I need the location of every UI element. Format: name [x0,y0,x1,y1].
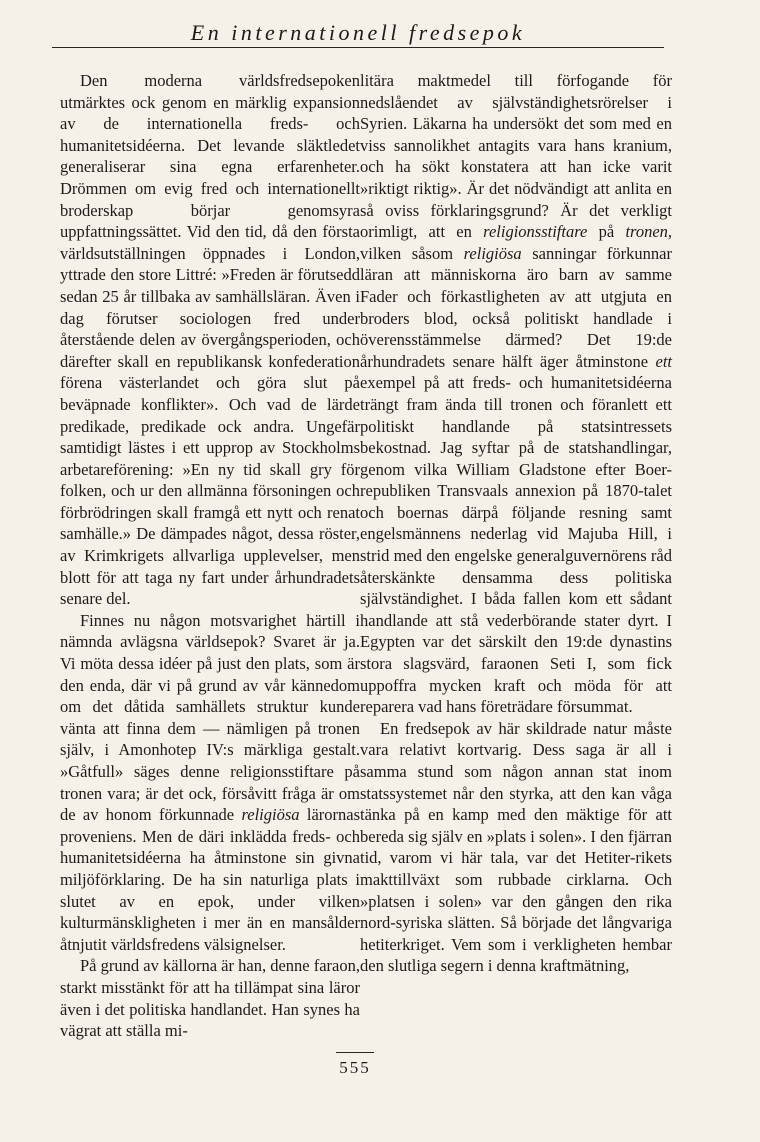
paragraph: På grund av källorna är han, denne faraon, starkt misstänkt för att ha tillämpat sina läror även i det politiska handlandet. Han synes ha vägrat att ställa mi- [60,956,360,1041]
text-run: sanningar förkunnar läran att människorna äro barn av samme Fader och förkastligheten av att utgjuta en broders blod, också politiskt handlade i överensstämmelse därmed? Det 19:de århundradets senare hälft äger åtminstone [360,243,672,371]
page-number: 555 [339,1058,371,1077]
paragraph: En fredsepok av här skildrade natur måste vara relativt kortvarig. Dess saga är all i samma stund som någon annan stat inom statssystemet når den styrka, att den kan våga tänka på en kamp med den mäktige för att bereda sig själv en »plats i solen». I den fjärran tid, varom vi här tala, var det Hetiter-rikets makttillväxt som rubbade cirklarna. Och »platsen i solen» var den gången den rika nord-syriska slätten. Så började det långvariga hetiterkriget. Vem som i verkligheten hembar den slutliga segern i denna kraftmätning, [360,718,672,976]
text-run: exempel på att freds- och humanitetsidéerna trängt fram ända till tronen och föranlett ett politiskt handlande på statsintressets bekostnad. Jag syftar på de statshandlingar, genom vilka William Gladstone efter Boer-republiken Transvaals annexion på 1870-talet och boernas därpå följande resning samt engelsmännens nederlag vid Majuba Hill, i strid med den engelske generalguvernörens råd återskänkte densamma dess politiska självständighet. I båda fallen kom ett sådant handlande att stå vederbörande stater dyrt. I Egypten var det särskilt den 19:de dynastins stora slagsvärd, faraonen Seti I, som fick uppoffra mycken kraft och möda för att reparera vad hans företrädare försummat. [360,373,672,717]
text-run: Finnes nu någon motsvarighet härtill i nämnda avlägsna världsepok? Svaret är ja. Vi möta dessa idéer på just den plats, som är den enda, där vi på grund av vår kännedom om det dåtida samhällets struktur kunde vänta att finna dem — nämligen på tronen själv, i Amonhotep IV:s märkliga gestalt. »Gåtfull» säges denne religionsstiftare på tronen vara; är det ock, försåvitt fråga är om de av honom förkunnade [60,610,360,825]
paragraph [360,70,672,718]
running-header: En internationell fredsepok [190,20,526,45]
left-column [60,70,360,1042]
right-column [360,70,672,977]
italic-text: religiösa [463,243,522,263]
folio-rule [336,1052,374,1053]
italic-text: religiösa [241,805,300,825]
text-run: litära maktmedel till förfogande för nedslåendet av självständighetsrörelser i Syrien. Läkarna ha undersökt det som med en viss sannolikhet antagits vara hans kranium, och ha sökt konstatera att han icke varit »riktigt riktig». Är det nödvändigt att anlita en så oviss förklaringsgrund? Är det verkligt orimligt, att en [360,71,672,242]
italic-text: ett [655,351,672,371]
text-run: lärornas proveniens. Men de däri inklädda freds- och humanitetsidéerna ha åtminstone sin givna miljöförklaring. De ha sin naturliga plats i slutet av en epok, under vilken kulturmänskligheten i mer än en mansålder åtnjutit världsfredens välsignelser. [60,805,361,954]
header-rule [52,47,664,48]
paragraph [60,610,360,956]
paragraph: Den moderna världsfredsepoken utmärktes ock genom en märklig expansion av de internationella freds- och humanitetsidéerna. Det levande släktledet generaliserar sina egna erfarenheter. Drömmen om evig fred och internationellt broderskap börjar genomsyra uppfattningssättet. Vid den tid, då den första världsutställningen öppnades i London, yttrade den store Littré: »Freden är förutsedd sedan 25 år tillbaka av samhällsläran. Även i dag förutser sociologen fred under återstående delen av övergångsperioden, och därefter skall en republikansk konfederation förena västerlandet och göra slut på beväpnade konflikter». Och vad de lärde predikade, predikade ock andra. Ungefär samtidigt lästes i ett upprop av Stockholms arbetareförening: »En ny tid skall gry för folken, och ur den allmänna försoningen och förbrödringen skall framgå ett nytt och renat samhälle.» De dämpades något, dessa röster, av Krimkrigets allvarliga upplevelser, men blott för att taga ny fart under århundradets senare del. [60,71,360,609]
text-run: på [598,222,615,242]
italic-text: religionsstiftare [483,222,588,242]
italic-text: tronen, [625,222,673,242]
text-run: vilken såsom [360,243,454,263]
